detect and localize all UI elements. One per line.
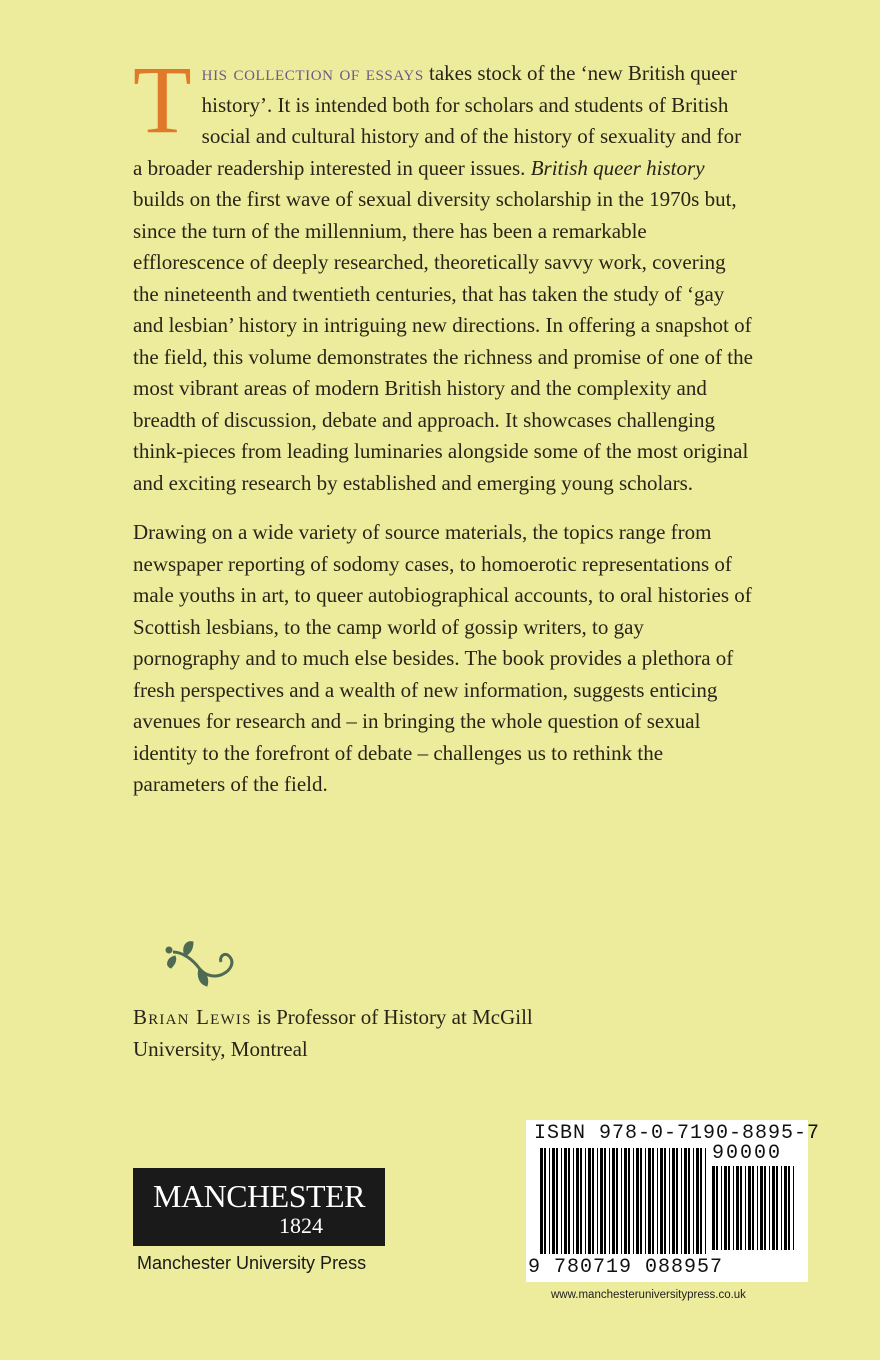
barcode-main-bars — [540, 1148, 708, 1254]
barcode-bar — [693, 1148, 694, 1254]
barcode-bar — [616, 1148, 618, 1254]
barcode-bar — [788, 1166, 790, 1250]
leaf-ornament-icon — [163, 938, 243, 990]
barcode-bar — [549, 1148, 550, 1254]
barcode-bar — [757, 1166, 758, 1250]
barcode-bar — [748, 1166, 751, 1250]
barcode-bar — [716, 1166, 718, 1250]
publisher-name: Manchester University Press — [137, 1253, 367, 1273]
barcode-bar — [733, 1166, 734, 1250]
barcode-bar — [585, 1148, 586, 1254]
logo-year: 1824 — [279, 1213, 323, 1238]
author-bio — [133, 1001, 553, 1065]
barcode-bar — [681, 1148, 682, 1254]
barcode-bar — [740, 1166, 742, 1250]
barcode-bar — [764, 1166, 766, 1250]
barcode-bar — [597, 1148, 598, 1254]
publisher-website: www.manchesteruniversitypress.co.uk — [551, 1289, 746, 1301]
barcode-bar — [624, 1148, 627, 1254]
isbn-barcode — [526, 1120, 821, 1282]
barcode-digits: 9 780719 088957 — [528, 1256, 724, 1279]
barcode-bar — [760, 1166, 763, 1250]
barcode-bar — [700, 1148, 702, 1254]
barcode-bar — [544, 1148, 546, 1254]
barcode-bar — [592, 1148, 594, 1254]
barcode-bar — [636, 1148, 639, 1254]
barcode-bar — [772, 1166, 775, 1250]
barcode-bar — [721, 1166, 722, 1250]
barcode-bar — [612, 1148, 615, 1254]
price-code: 90000 — [712, 1142, 783, 1165]
barcode-bar — [705, 1148, 706, 1254]
barcode-bar — [676, 1148, 678, 1254]
barcode-bar — [684, 1148, 687, 1254]
barcode-bar — [784, 1166, 787, 1250]
back-cover-blurb — [133, 46, 753, 801]
barcode-bar — [564, 1148, 567, 1254]
blurb-paragraph-1 — [133, 46, 753, 499]
barcode-bar — [745, 1166, 746, 1250]
barcode-bar — [561, 1148, 562, 1254]
drop-cap: T — [133, 46, 192, 153]
barcode-bar — [728, 1166, 730, 1250]
barcode-bar — [600, 1148, 603, 1254]
barcode-bar — [657, 1148, 658, 1254]
barcode-bar — [769, 1166, 770, 1250]
barcode-bar — [724, 1166, 727, 1250]
barcode-bar — [752, 1166, 754, 1250]
barcode-bar — [712, 1166, 715, 1250]
barcode-bar — [669, 1148, 670, 1254]
barcode-bar — [633, 1148, 634, 1254]
barcode-bar — [588, 1148, 591, 1254]
barcode-bar — [648, 1148, 651, 1254]
barcode-bar — [652, 1148, 654, 1254]
blurb-text-1b: builds on the first wave of sexual diversity scholarship in the 1970s but, since the turn of the millennium, there has been a remarkable efflorescence of deeply researched, theoretically savvy work, covering the nineteenth and twentieth centuries, that has taken the study of ‘gay and lesbian’ history in intriguing new directions. In offering a snapshot of the field, this volume demonstrates the richness and promise of one of the most vibrant areas of modern British history and the complexity and breadth of discussion, debate and approach. It showcases challenging think-pieces from leading luminaries alongside some of the most original and exciting research by established and emerging young scholars. — [133, 187, 753, 495]
blurb-text-1a: takes stock of the ‘new British queer history’. It is intended both for scholars and students of British social and cultural history and of the history of sexuality and for a broader readership interested in queer issues. — [133, 61, 742, 180]
barcode-addon-bars — [712, 1166, 796, 1250]
barcode-bar — [664, 1148, 666, 1254]
publisher-logo — [133, 1168, 385, 1246]
barcode-bar — [672, 1148, 675, 1254]
logo-wordmark: MANCHESTER — [153, 1178, 365, 1214]
barcode-bar — [736, 1166, 739, 1250]
barcode-bar — [580, 1148, 582, 1254]
barcode-bar — [552, 1148, 555, 1254]
barcode-bar — [688, 1148, 690, 1254]
barcode-bar — [576, 1148, 579, 1254]
barcode-bar — [645, 1148, 646, 1254]
blurb-paragraph-2: Drawing on a wide variety of source materials, the topics range from newspaper reporting of sodomy cases, to homoerotic representations of male youths in art, to queer autobiographical accounts, to oral histories of Scottish lesbians, to the camp world of gossip writers, to gay pornography and to much else besides. The book provides a plethora of fresh perspectives and a wealth of new information, suggests enticing avenues for research and – in bringing the whole question of sexual identity to the forefront of debate – challenges us to rethink the parameters of the field. — [133, 520, 752, 796]
barcode-bar — [628, 1148, 630, 1254]
barcode-bar — [781, 1166, 782, 1250]
barcode-bar — [573, 1148, 574, 1254]
barcode-bar — [696, 1148, 699, 1254]
book-title-italic: British queer history — [530, 155, 705, 180]
barcode-bar — [604, 1148, 606, 1254]
barcode-bar — [556, 1148, 558, 1254]
author-bio-text: is Professor of History at McGill University, Montreal — [133, 1005, 533, 1061]
barcode-bar — [540, 1148, 543, 1254]
barcode-bar — [609, 1148, 610, 1254]
barcode-bar — [621, 1148, 622, 1254]
barcode-bar — [793, 1166, 794, 1250]
author-name: Brian Lewis — [133, 1005, 252, 1029]
barcode-bar — [640, 1148, 642, 1254]
isbn-label: ISBN 978-0-7190-8895-7 — [534, 1122, 821, 1145]
barcode-bar — [776, 1166, 778, 1250]
barcode-bar — [568, 1148, 570, 1254]
lead-in-small-caps: his collection of essays — [201, 61, 424, 85]
barcode-bar — [660, 1148, 663, 1254]
